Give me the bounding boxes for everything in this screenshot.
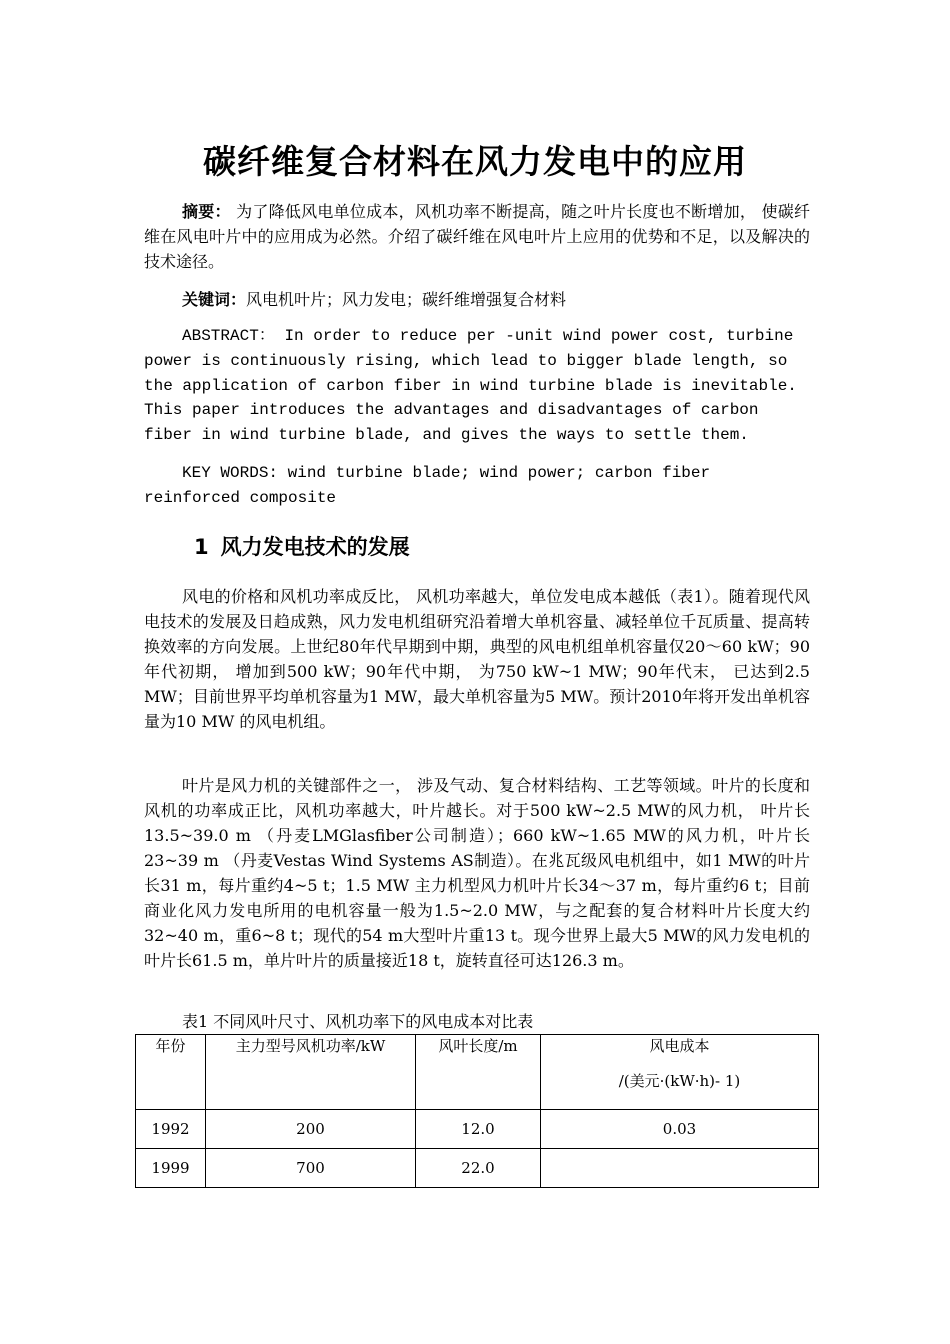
header-blade-length: 风叶长度/m xyxy=(416,1035,541,1110)
table-header-row xyxy=(136,1035,819,1110)
section1-paragraph-1: 风电的价格和风机功率成反比， 风机功率越大，单位发电成本越低（表1）。随着现代风电技术的发展及日趋成熟，风力发电机组研究沿着增大单机容量、减轻单位千瓦质量、提高转换效率的方向发展。上世纪80年代早期到中期，典型的风电机组单机容量仅20～60 kW；90年代初期， 增加到500 kW；90年代中期， 为750 kW~1 MW；90年代末， 已达到2.5 MW；目前世界平均单机容量为1 MW，最大单机容量为5 MW。预计2010年将开发出单机容量为10 MW 的风电机组。 xyxy=(144,587,810,731)
cell-cost xyxy=(541,1149,819,1188)
header-power: 主力型号风机功率/kW xyxy=(206,1035,416,1110)
header-cost xyxy=(541,1035,819,1110)
abstract-en-label: ABSTRACT： xyxy=(182,327,275,345)
keywords-cn xyxy=(144,287,810,312)
abstract-cn-label: 摘要： xyxy=(182,202,231,221)
section-number: 1 xyxy=(194,535,209,559)
cost-table xyxy=(135,1034,819,1188)
abstract-cn xyxy=(144,199,810,274)
keywords-en-text: : wind turbine blade; wind power; carbon fiber reinforced composite xyxy=(144,464,711,507)
keywords-en xyxy=(144,461,810,511)
cell-power: 200 xyxy=(206,1110,416,1149)
header-cost-unit: /(美元·(kW·h)- 1) xyxy=(618,1072,741,1090)
page-title: 碳纤维复合材料在风力发电中的应用 xyxy=(203,142,747,181)
abstract-cn-text: 为了降低风电单位成本，风机功率不断提高，随之叶片长度也不断增加， 使碳纤维在风电叶片中的应用成为必然。介绍了碳纤维在风电叶片上应用的优势和不足，以及解决的技术途径。 xyxy=(144,202,810,271)
cell-year: 1992 xyxy=(136,1110,206,1149)
section1-paragraph-2: 叶片是风力机的关键部件之一， 涉及气动、复合材料结构、工艺等领域。叶片的长度和风机的功率成正比，风机功率越大，叶片越长。对于500 kW~2.5 MW的风力机， 叶片长13.5~39.0 m （丹麦LMGlasfiber公司制造）；660 kW~1.65 MW的风力机，叶片长23~39 m （丹麦Vestas Wind Systems AS制造）。在兆瓦级风电机组中，如1 MW的叶片长31 m，每片重约4~5 t；1.5 MW 主力机型风力机叶片长34～37 m，每片重约6 t；目前商业化风力发电所用的电机容量一般为1.5~2.0 MW，与之配套的复合材料叶片长度大约32~40 m，重6~8 t；现代的54 m大型叶片重13 t。现今世界上最大5 MW的风力发电机的叶片长61.5 m，单片叶片的质量接近18 t，旋转直径可达126.3 m。 xyxy=(144,776,810,970)
keywords-en-label: KEY WORDS xyxy=(182,464,269,482)
table-row xyxy=(136,1110,819,1149)
abstract-en xyxy=(144,324,810,448)
cell-blade-length: 12.0 xyxy=(416,1110,541,1149)
table-caption: 表1 不同风叶尺寸、风机功率下的风电成本对比表 xyxy=(182,1012,534,1031)
keywords-cn-text: 风电机叶片；风力发电；碳纤维增强复合材料 xyxy=(246,290,567,309)
header-cost-label: 风电成本 xyxy=(649,1037,710,1055)
abstract-en-text: In order to reduce per -unit wind power cost, turbine power is continuously rising, which lead to bigger blade length, so the application of carbon fiber in wind turbine blade is inevitable. This paper introduces the advantages and disadvantages of carbon fiber in wind turbine blade, and gives the ways to settle them. xyxy=(144,327,797,445)
header-year: 年份 xyxy=(136,1035,206,1110)
section-title: 风力发电技术的发展 xyxy=(220,535,410,559)
cell-cost: 0.03 xyxy=(541,1110,819,1149)
section-heading xyxy=(194,530,410,564)
cell-power: 700 xyxy=(206,1149,416,1188)
cell-year: 1999 xyxy=(136,1149,206,1188)
cell-blade-length: 22.0 xyxy=(416,1149,541,1188)
keywords-cn-label: 关键词： xyxy=(182,290,247,309)
table-row xyxy=(136,1149,819,1188)
